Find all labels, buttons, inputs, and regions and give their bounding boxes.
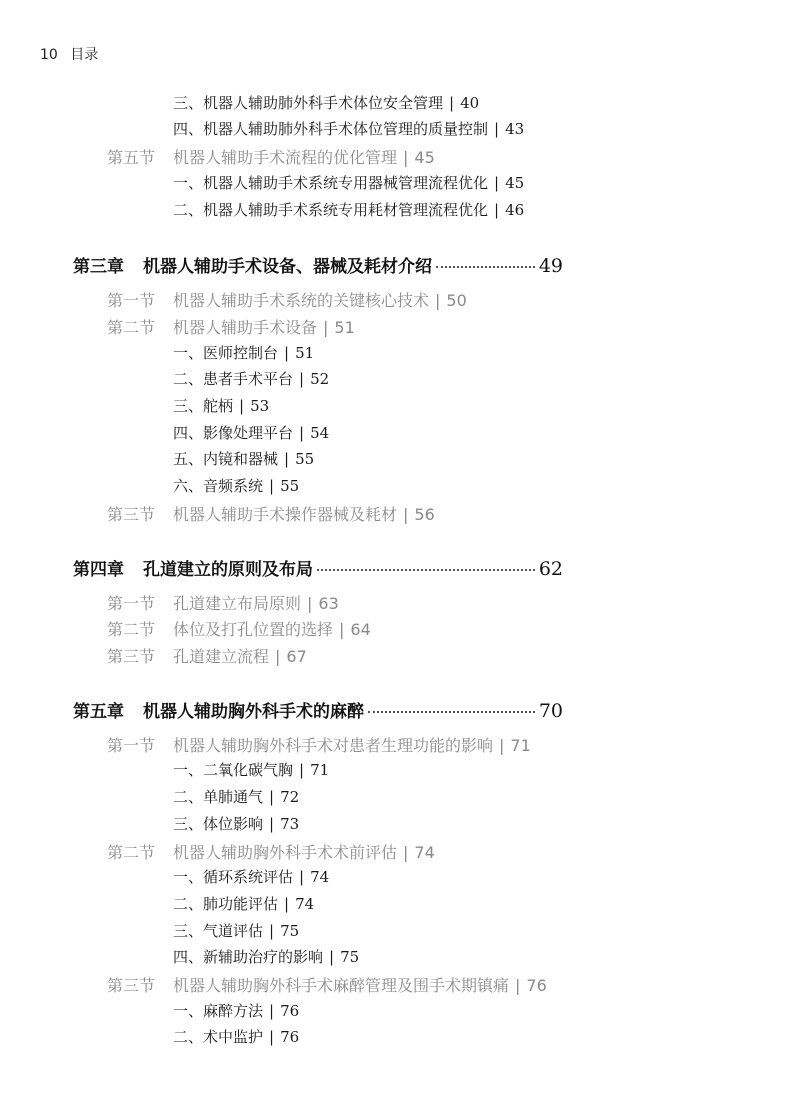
toc-item[interactable] (173, 368, 329, 389)
toc-item[interactable] (173, 813, 299, 834)
section-title: 机器人辅助手术设备 (173, 318, 318, 337)
item-title: 四、机器人辅助肺外科手术体位管理的质量控制 (173, 120, 489, 138)
item-title: 三、机器人辅助肺外科手术体位安全管理 (173, 94, 444, 112)
section-title: 孔道建立布局原则 (173, 594, 302, 613)
section-label: 第三节 (107, 976, 156, 995)
item-title: 四、影像处理平台 (173, 424, 294, 442)
separator: | (494, 201, 500, 219)
section-label: 第二节 (107, 620, 156, 639)
page-ref: 56 (414, 505, 435, 524)
dot-leader (317, 569, 535, 571)
toc-chapter[interactable] (73, 697, 563, 722)
toc-item[interactable] (173, 786, 299, 807)
page-ref: 70 (538, 700, 563, 722)
separator: | (269, 1002, 275, 1020)
toc-item[interactable] (173, 946, 359, 967)
section-label: 第三节 (107, 505, 156, 524)
page-ref: 76 (280, 1002, 300, 1020)
chapter-title: 孔道建立的原则及布局 (143, 560, 313, 580)
separator: | (239, 397, 245, 415)
section-title: 机器人辅助手术操作器械及耗材 (173, 505, 398, 524)
toc-item[interactable] (173, 199, 524, 220)
dot-leader (368, 711, 535, 713)
toc-section[interactable] (107, 591, 339, 614)
item-title: 一、二氧化碳气胸 (173, 761, 294, 779)
chapter-label: 第五章 (73, 702, 124, 722)
chapter-title: 机器人辅助手术设备、器械及耗材介绍 (143, 257, 432, 277)
page-ref: 76 (526, 976, 547, 995)
page-ref: 67 (286, 647, 307, 666)
page-ref: 50 (446, 291, 467, 310)
page-ref: 63 (318, 594, 339, 613)
page-ref: 72 (280, 788, 300, 806)
page-ref: 75 (280, 922, 300, 940)
toc-section[interactable] (107, 733, 531, 756)
toc-item[interactable] (173, 1026, 299, 1047)
page-ref: 45 (505, 174, 525, 192)
page-ref: 43 (505, 120, 525, 138)
page-ref: 40 (460, 94, 480, 112)
page-ref: 55 (295, 450, 315, 468)
toc-item[interactable] (173, 395, 269, 416)
toc-item[interactable] (173, 92, 479, 113)
page-ref: 74 (414, 843, 435, 862)
page-ref: 62 (538, 558, 563, 580)
page-ref: 55 (280, 477, 300, 495)
separator: | (494, 120, 500, 138)
toc-item[interactable] (173, 448, 314, 469)
separator: | (299, 370, 305, 388)
toc-item[interactable] (173, 422, 329, 443)
page-ref: 74 (295, 895, 315, 913)
toc-chapter[interactable] (73, 252, 563, 277)
separator: | (269, 815, 275, 833)
toc-section[interactable] (107, 502, 435, 525)
section-title: 机器人辅助手术系统的关键核心技术 (173, 291, 430, 310)
item-title: 二、机器人辅助手术系统专用耗材管理流程优化 (173, 201, 489, 219)
separator: | (329, 948, 335, 966)
page-ref: 51 (334, 318, 355, 337)
toc-item[interactable] (173, 118, 524, 139)
separator: | (284, 895, 290, 913)
separator: | (307, 594, 313, 613)
page-ref: 74 (310, 868, 330, 886)
toc-section[interactable] (107, 315, 355, 338)
item-title: 一、机器人辅助手术系统专用器械管理流程优化 (173, 174, 489, 192)
separator: | (499, 736, 505, 755)
item-title: 五、内镜和器械 (173, 450, 279, 468)
page-ref: 51 (295, 344, 315, 362)
section-label: 第一节 (107, 594, 156, 613)
toc-section[interactable] (107, 644, 307, 667)
separator: | (299, 761, 305, 779)
toc-section[interactable] (107, 617, 371, 640)
section-title: 体位及打孔位置的选择 (173, 620, 334, 639)
section-label: 第一节 (107, 736, 156, 755)
toc-chapter[interactable] (73, 555, 563, 580)
toc-section[interactable] (107, 973, 547, 996)
separator: | (299, 424, 305, 442)
section-label: 第五节 (107, 148, 156, 167)
item-title: 二、患者手术平台 (173, 370, 294, 388)
item-title: 一、麻醉方法 (173, 1002, 264, 1020)
page-ref: 75 (340, 948, 360, 966)
separator: | (403, 505, 409, 524)
toc-item[interactable] (173, 759, 329, 780)
page-ref: 73 (280, 815, 300, 833)
separator: | (435, 291, 441, 310)
page-ref: 76 (280, 1028, 300, 1046)
item-title: 三、舵柄 (173, 397, 234, 415)
page-ref: 46 (505, 201, 525, 219)
section-label: 第一节 (107, 291, 156, 310)
page-ref: 45 (414, 148, 435, 167)
page-ref: 54 (310, 424, 330, 442)
section-title: 机器人辅助胸外科手术对患者生理功能的影响 (173, 736, 494, 755)
item-title: 一、循环系统评估 (173, 868, 294, 886)
page-ref: 71 (310, 761, 330, 779)
page-header (40, 44, 98, 64)
item-title: 六、音频系统 (173, 477, 264, 495)
item-title: 一、医师控制台 (173, 344, 279, 362)
separator: | (403, 148, 409, 167)
section-title: 机器人辅助手术流程的优化管理 (173, 148, 398, 167)
dot-leader (436, 266, 535, 268)
separator: | (269, 1028, 275, 1046)
page-ref: 49 (538, 255, 563, 277)
page-title: 目录 (70, 47, 99, 63)
page-ref: 52 (310, 370, 330, 388)
item-title: 二、单肺通气 (173, 788, 264, 806)
toc-item[interactable] (173, 172, 524, 193)
toc-item[interactable] (173, 1000, 299, 1021)
chapter-label: 第四章 (73, 560, 124, 580)
toc-section[interactable] (107, 145, 435, 168)
item-title: 三、气道评估 (173, 922, 264, 940)
page-ref: 53 (250, 397, 270, 415)
item-title: 三、体位影响 (173, 815, 264, 833)
separator: | (515, 976, 521, 995)
page-number: 10 (40, 47, 58, 63)
toc-section[interactable] (107, 288, 467, 311)
toc-section[interactable] (107, 840, 435, 863)
separator: | (403, 843, 409, 862)
toc-item[interactable] (173, 893, 314, 914)
separator: | (269, 477, 275, 495)
toc-item[interactable] (173, 866, 329, 887)
toc-item[interactable] (173, 920, 299, 941)
separator: | (269, 922, 275, 940)
item-title: 二、肺功能评估 (173, 895, 279, 913)
section-title: 机器人辅助胸外科手术术前评估 (173, 843, 398, 862)
item-title: 二、术中监护 (173, 1028, 264, 1046)
page-ref: 71 (510, 736, 531, 755)
toc-item[interactable] (173, 342, 314, 363)
separator: | (284, 450, 290, 468)
section-label: 第二节 (107, 843, 156, 862)
separator: | (284, 344, 290, 362)
separator: | (275, 647, 281, 666)
chapter-title: 机器人辅助胸外科手术的麻醉 (143, 702, 364, 722)
separator: | (323, 318, 329, 337)
item-title: 四、新辅助治疗的影响 (173, 948, 324, 966)
separator: | (339, 620, 345, 639)
section-label: 第二节 (107, 318, 156, 337)
separator: | (269, 788, 275, 806)
separator: | (449, 94, 455, 112)
separator: | (299, 868, 305, 886)
section-title: 机器人辅助胸外科手术麻醉管理及围手术期镇痛 (173, 976, 510, 995)
separator: | (494, 174, 500, 192)
toc-item[interactable] (173, 475, 299, 496)
page-ref: 64 (350, 620, 371, 639)
chapter-label: 第三章 (73, 257, 124, 277)
section-label: 第三节 (107, 647, 156, 666)
section-title: 孔道建立流程 (173, 647, 270, 666)
